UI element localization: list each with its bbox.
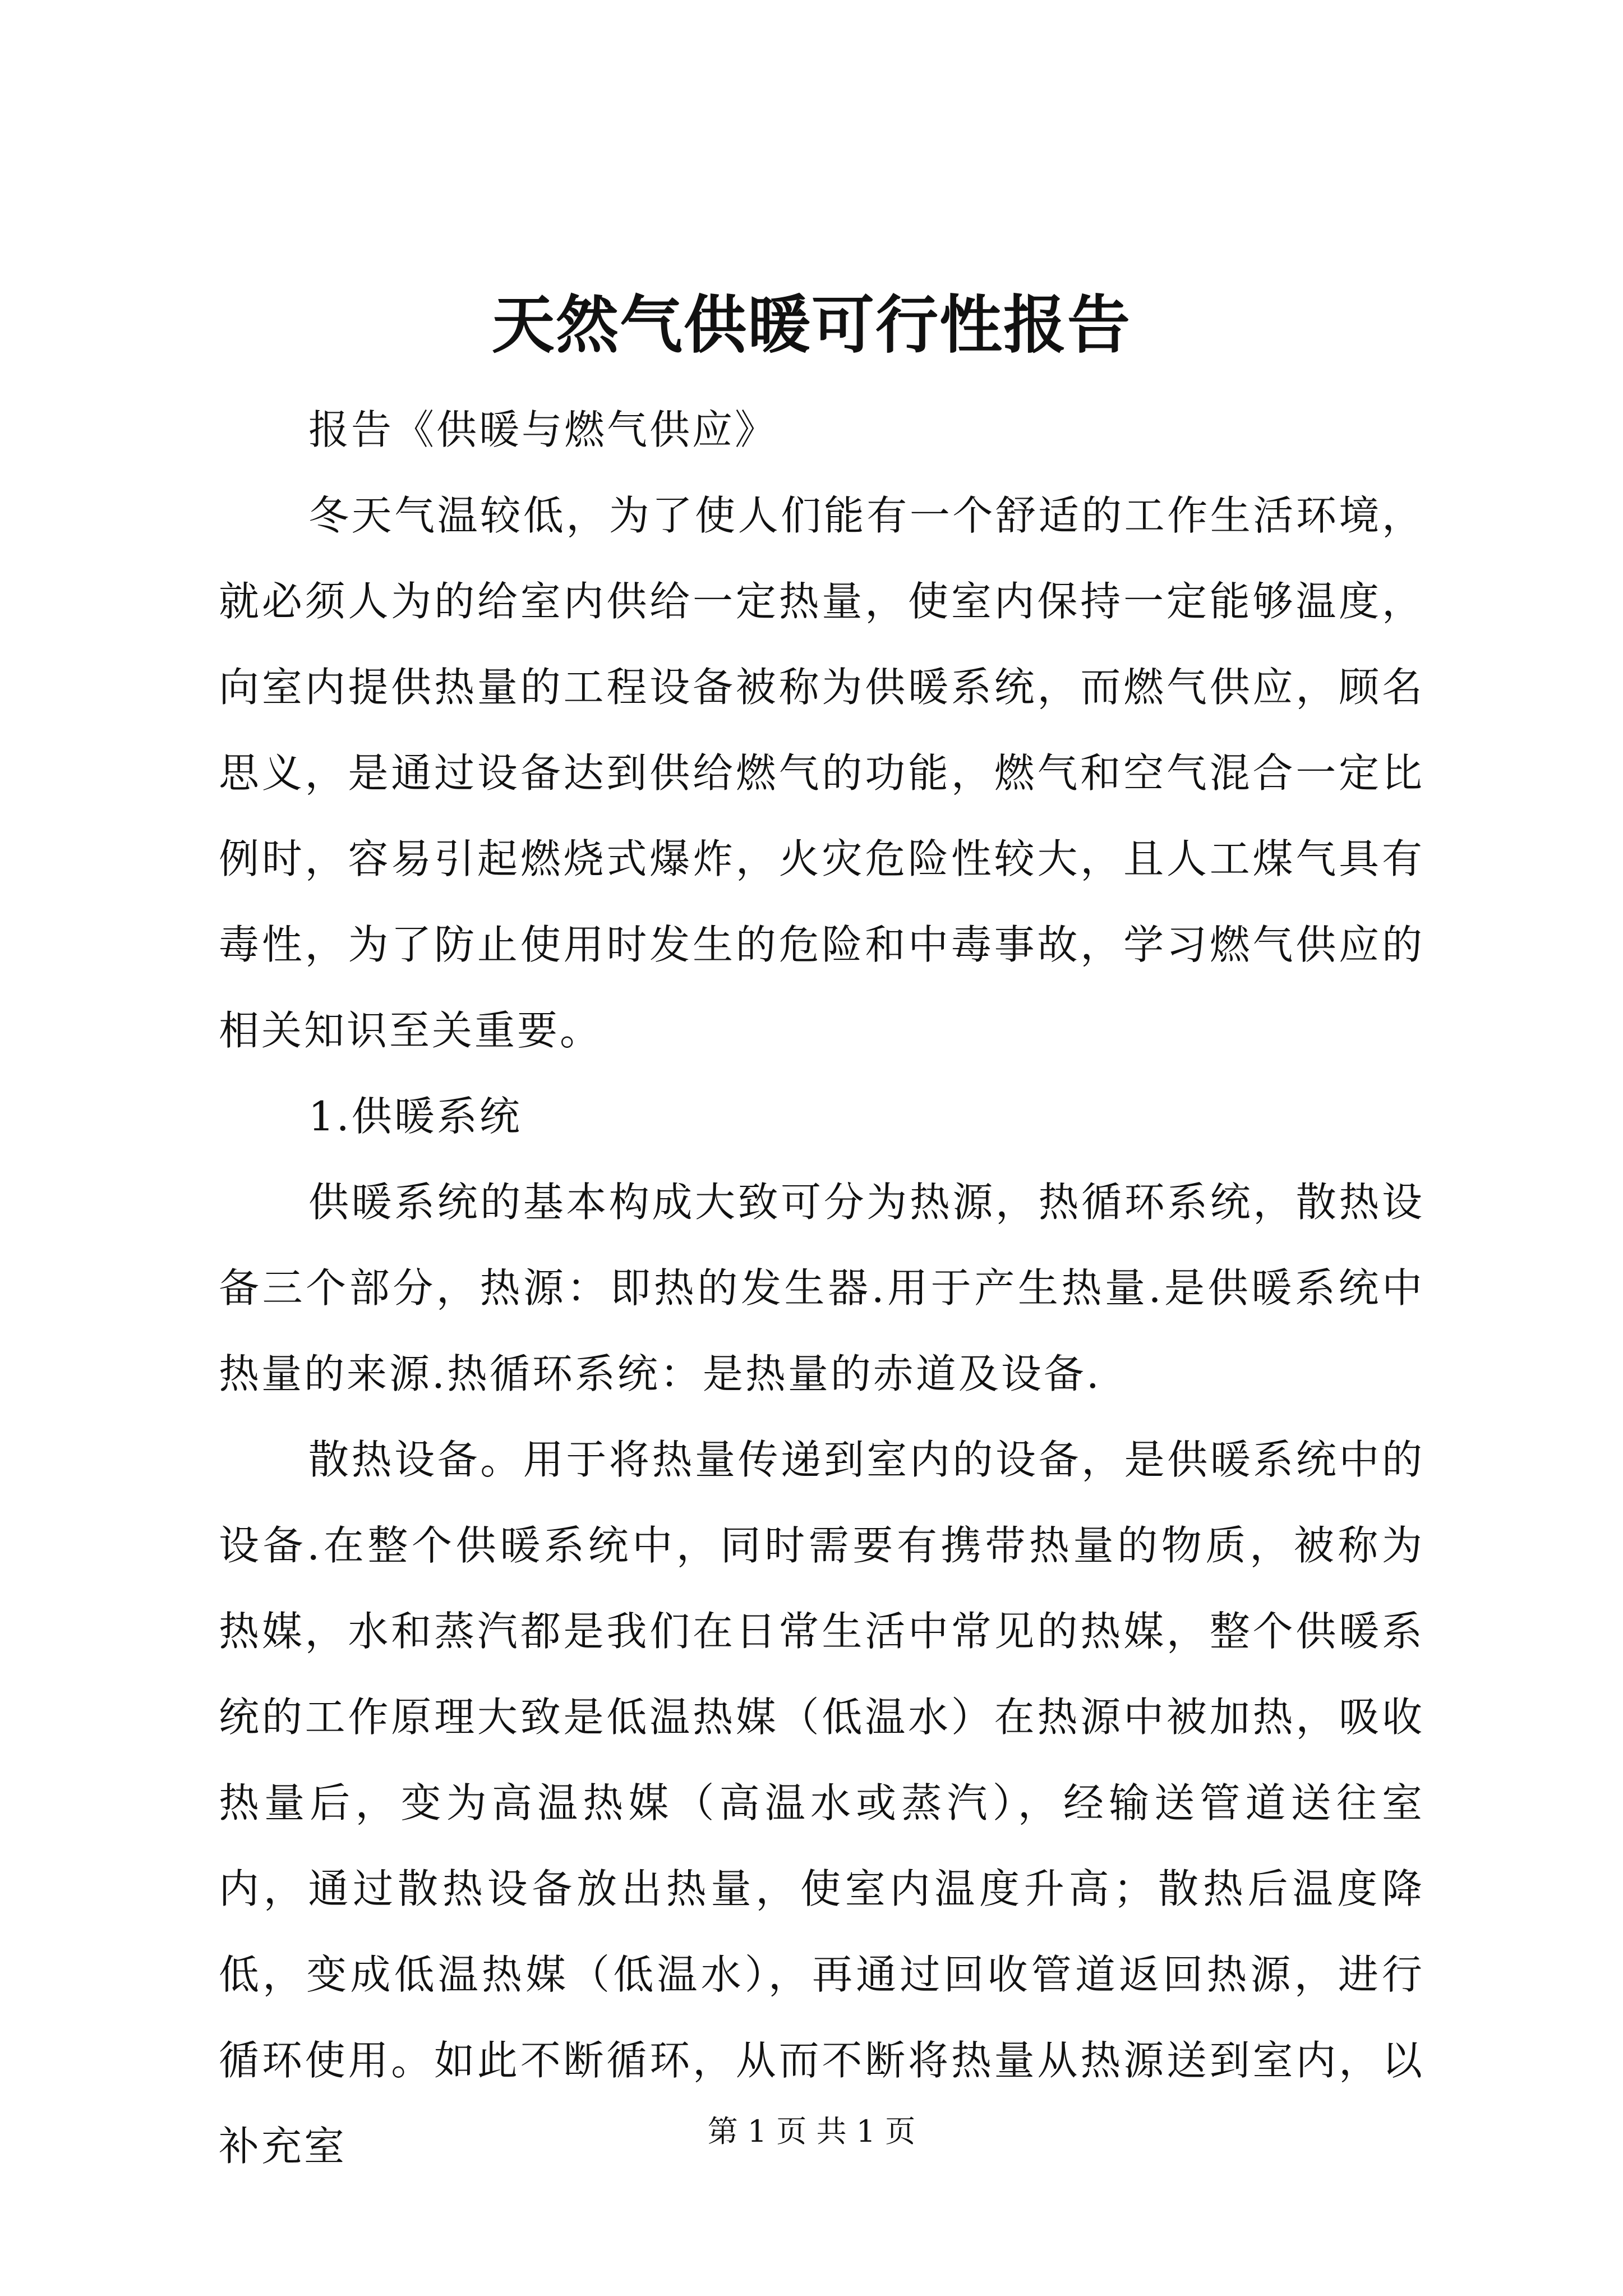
document-title: 天然气供暖可行性报告 [492, 288, 1131, 362]
paragraph-heating-components: 供暖系统的基本构成大致可分为热源，热循环系统，散热设备三个部分，热源：即热的发生器.用于产生热量.是供暖系统中热量的来源.热循环系统：是热量的赤道及设备. [219, 1179, 1424, 1397]
paragraph-heat-dissipation: 散热设备。用于将热量传递到室内的设备，是供暖系统中的设备.在整个供暖系统中，同时需要有携带热量的物质，被称为热媒，水和蒸汽都是我们在日常生活中常见的热媒，整个供暖系统的工作原理大致是低温热媒（低温水）在热源中被加热，吸收热量后，变为高温热媒（高温水或蒸汽），经输送管道送往室内，通过散热设备放出热量，使室内温度升高；散热后温度降低，变成低温热媒（低温水），再通过回收管道返回热源，进行循环使用。如此不断循环，从而不断将热量从热源送到室内，以补充室 [219, 1436, 1424, 2170]
document-body [219, 387, 1424, 2189]
section-heading-heating-system: 1.供暖系统 [308, 1093, 522, 1140]
page-footer: 第 1 页 共 1 页 [707, 2114, 916, 2149]
paragraph-intro: 冬天气温较低，为了使人们能有一个舒适的工作生活环境，就必须人为的给室内供给一定热量，使室内保持一定能够温度，向室内提供热量的工程设备被称为供暖系统，而燃气供应，顾名思义，是通过设备达到供给燃气的功能，燃气和空气混合一定比例时，容易引起燃烧式爆炸，火灾危险性较大，且人工煤气具有毒性，为了防止使用时发生的危险和中毒事故，学习燃气供应的相关知识至关重要。 [219, 492, 1424, 1054]
paragraph-subtitle: 报告《供暖与燃气供应》 [308, 406, 778, 453]
